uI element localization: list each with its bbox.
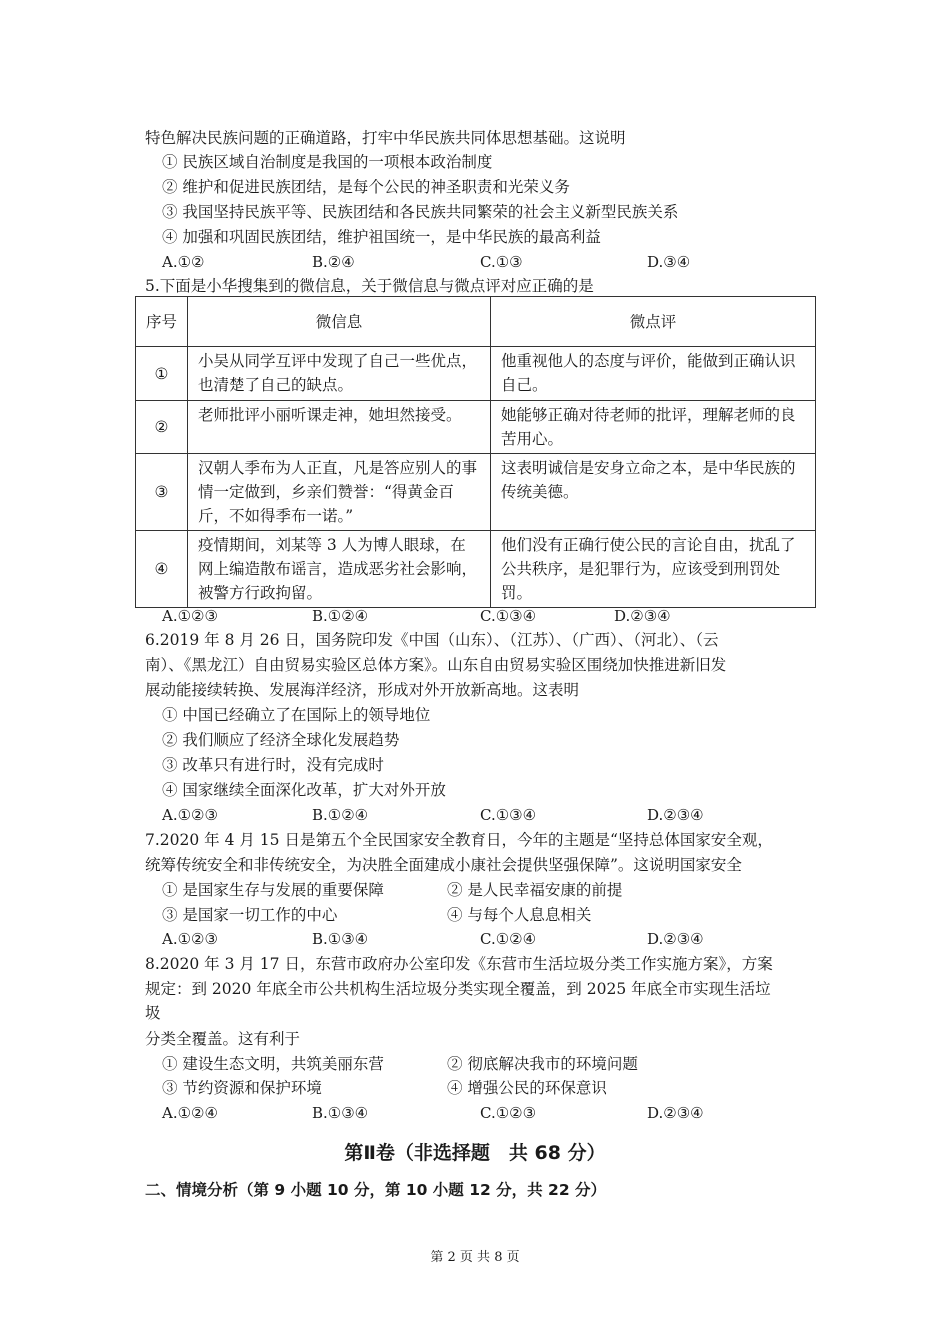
row-comment: 她能够正确对待老师的批评，理解老师的良苦用心。	[491, 401, 816, 454]
q8-stem-line: 规定：到 2020 年底全市公共机构生活垃圾分类实现全覆盖，到 2025 年底全市实现生活垃	[145, 980, 771, 998]
q6-item: ③ 改革只有进行时，没有完成时	[162, 756, 384, 774]
row-number: ④	[136, 531, 188, 608]
q4-stem: 特色解决民族问题的正确道路，打牢中华民族共同体思想基础。这说明	[145, 129, 626, 147]
q5-table	[135, 296, 816, 608]
q6-item: ① 中国已经确立了在国际上的领导地位	[162, 706, 431, 724]
q5-options	[0, 604, 950, 628]
q8-options	[0, 1101, 950, 1125]
q7-item: ④ 与每个人息息相关	[447, 906, 592, 924]
row-info: 汉朝人季布为人正直，凡是答应别人的事情一定做到，乡亲们赞誉：“得黄金百斤，不如得季布一诺。”	[188, 454, 491, 531]
option-c: C.①③④	[480, 806, 537, 824]
option-b: B.①②④	[312, 607, 369, 625]
q4-item: ③ 我国坚持民族平等、民族团结和各民族共同繁荣的社会主义新型民族关系	[162, 203, 679, 221]
q4-item: ① 民族区域自治制度是我国的一项根本政治制度	[162, 153, 493, 171]
q8-stem-line: 8.2020 年 3 月 17 日，东营市政府办公室印发《东营市生活垃圾分类工作实施方案》，方案	[145, 955, 773, 973]
option-d: D.②③④	[647, 806, 704, 824]
q7-item: ① 是国家生存与发展的重要保障	[162, 881, 384, 899]
table-header-num: 序号	[136, 297, 188, 347]
row-comment: 他重视他人的态度与评价，能做到正确认识自己。	[491, 347, 816, 401]
q7-item: ② 是人民幸福安康的前提	[447, 881, 623, 899]
option-a: A.①②③	[162, 607, 218, 625]
row-comment: 他们没有正确行使公民的言论自由，扰乱了公共秩序，是犯罪行为，应该受到刑罚处罚。	[491, 531, 816, 608]
option-b: B.①③④	[312, 930, 369, 948]
row-info: 小吴从同学互评中发现了自己一些优点，也清楚了自己的缺点。	[188, 347, 491, 401]
option-d: D.②③④	[647, 1104, 704, 1122]
table-row	[136, 454, 816, 531]
row-info: 老师批评小丽听课走神，她坦然接受。	[188, 401, 491, 454]
q8-item: ③ 节约资源和保护环境	[162, 1079, 322, 1097]
table-row	[136, 531, 816, 608]
q8-item: ① 建设生态文明，共筑美丽东营	[162, 1055, 384, 1073]
section2-title: 第Ⅱ卷（非选择题 共 68 分）	[344, 1142, 606, 1164]
option-b: B.②④	[312, 253, 355, 271]
option-c: C.①③④	[480, 607, 537, 625]
table-header-comment: 微点评	[491, 297, 816, 347]
table-row	[136, 401, 816, 454]
table-header-info: 微信息	[188, 297, 491, 347]
q8-stem-line: 圾	[145, 1004, 161, 1022]
row-number: ①	[136, 347, 188, 401]
option-b: B.①③④	[312, 1104, 369, 1122]
option-a: A.①②④	[162, 1104, 218, 1122]
table-row	[136, 347, 816, 401]
q6-options	[0, 803, 950, 827]
row-comment: 这表明诚信是安身立命之本，是中华民族的传统美德。	[491, 454, 816, 531]
q6-item: ② 我们顺应了经济全球化发展趋势	[162, 731, 400, 749]
option-a: A.①②	[162, 253, 205, 271]
q4-item: ④ 加强和巩固民族团结，维护祖国统一，是中华民族的最高利益	[162, 228, 601, 246]
row-info: 疫情期间，刘某等 3 人为博人眼球，在网上编造散布谣言，造成恶劣社会影响，被警方行政拘留。	[188, 531, 491, 608]
q7-options	[0, 927, 950, 951]
q7-stem-line: 统筹传统安全和非传统安全，为决胜全面建成小康社会提供坚强保障”。这说明国家安全	[145, 856, 742, 874]
section2-heading: 二、情境分析（第 9 小题 10 分，第 10 小题 12 分，共 22 分）	[145, 1181, 607, 1199]
q6-item: ④ 国家继续全面深化改革，扩大对外开放	[162, 781, 446, 799]
page-footer: 第 2 页 共 8 页	[430, 1250, 520, 1265]
option-c: C.①②④	[480, 930, 537, 948]
q7-item: ③ 是国家一切工作的中心	[162, 906, 338, 924]
q8-stem-line: 分类全覆盖。这有利于	[145, 1030, 301, 1048]
row-number: ②	[136, 401, 188, 454]
q6-stem-line: 南）、《黑龙江）自由贸易实验区总体方案》。山东自由贸易实验区围绕加快推进新旧发	[145, 656, 727, 674]
option-d: D.②③④	[647, 930, 704, 948]
q6-stem-line: 6.2019 年 8 月 26 日，国务院印发《中国（山东）、（江苏）、（广西）、（河北）、（云	[145, 631, 719, 649]
q4-options	[0, 250, 950, 274]
option-d: D.②③④	[614, 607, 671, 625]
option-c: C.①③	[480, 253, 523, 271]
option-b: B.①②④	[312, 806, 369, 824]
option-a: A.①②③	[162, 806, 218, 824]
row-number: ③	[136, 454, 188, 531]
q6-stem-line: 展动能接续转换、发展海洋经济，形成对外开放新高地。这表明	[145, 681, 580, 699]
q8-item: ④ 增强公民的环保意识	[447, 1079, 607, 1097]
q8-item: ② 彻底解决我市的环境问题	[447, 1055, 638, 1073]
option-d: D.③④	[647, 253, 691, 271]
option-c: C.①②③	[480, 1104, 537, 1122]
q7-stem-line: 7.2020 年 4 月 15 日是第五个全民国家安全教育日，今年的主题是“坚持总体国家安全观，	[145, 831, 773, 849]
option-a: A.①②③	[162, 930, 218, 948]
q5-stem: 5.下面是小华搜集到的微信息，关于微信息与微点评对应正确的是	[145, 277, 594, 295]
q4-item: ② 维护和促进民族团结，是每个公民的神圣职责和光荣义务	[162, 178, 570, 196]
